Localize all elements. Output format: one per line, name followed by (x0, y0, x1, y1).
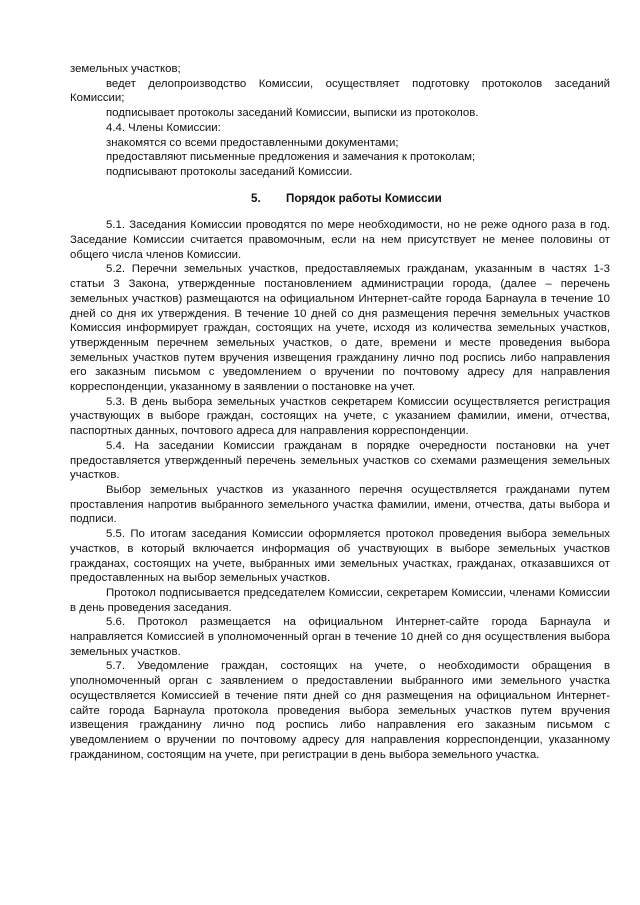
paragraph-5-4-choice: Выбор земельных участков из указанного перечня осуществляется гражданами путем проставления напротив выбранного земельного участка фамилии, имени, отчества, даты выбора и подписи. (70, 483, 610, 526)
paragraph-5-4: 5.4. На заседании Комиссии гражданам в порядке очередности постановки на учет предоставляется утвержденный перечень земельных участков со схемами размещения земельных участков. (70, 439, 610, 482)
section-number: 5. (251, 191, 261, 205)
members-item-3: подписывают протоколы заседаний Комиссии. (106, 165, 353, 178)
paragraph-5-7: 5.7. Уведомление граждан, состоящих на учете, о необходимости обращения в уполномоченный орган с заявлением о предоставлении выбранного ими земельного участка осуществляется Комиссией в течение пяти дней со дня размещения на официальном Интернет-сайте города Барнаула протокола проведения выбора земельных участков путем вручения извещения гражданину лично под роспись либо направления его заказным письмом с уведомлением о вручении по почтовому адресу для направления корреспонденции, указанному гражданином, состоящим на учете, при регистрации в день выбора земельного участка. (70, 660, 610, 761)
paragraph-secretary-records: ведет делопроизводство Комиссии, осуществляет подготовку протоколов заседаний Комиссии; (70, 77, 610, 105)
text-line: земельных участков; (70, 63, 181, 75)
paragraph-5-3: 5.3. В день выбора земельных участков секретарем Комиссии осуществляется регистрация участвующих в выборе граждан, состоящих на учете, с указанием фамилии, имени, отчества, паспортных данных, почтового адреса для направления корреспонденции. (70, 395, 610, 438)
section-heading (70, 192, 610, 207)
paragraph-5-1: 5.1. Заседания Комиссии проводятся по мере необходимости, но не реже одного раза в год. Заседание Комиссии считается правомочным, если на нем присутствует не менее половины от общего числа членов Комиссии. (70, 219, 610, 261)
paragraph-5-5-protocol: Протокол подписывается председателем Комиссии, секретарем Комиссии, членами Комиссии в день проведения заседания. (70, 586, 610, 614)
document-page (70, 62, 610, 762)
section-title: Порядок работы Комиссии (286, 191, 442, 205)
paragraph-5-2: 5.2. Перечни земельных участков, предоставляемых гражданам, указанным в частях 1-3 статьи 3 Закона, утвержденные постановлением администрации города, (далее – перечень земельных участков) размещаются на официальном Интернет-сайте города Барнаула в течение 10 дней со дня их утверждения. В течение 10 дней со дня размещения перечня земельных участков Комиссия информирует граждан, состоящих на учете, исходя из количества земельных участков, утвержденным перечнем земельных участков, о дате, времени и месте проведения выбора земельных участков путем вручения извещения гражданину лично под роспись либо направления его заказным письмом с уведомлением о вручении по почтовому адресу для направления корреспонденции, указанному в заявлении о постановке на учет. (70, 263, 610, 394)
members-item-1: знакомятся со всеми предоставленными документами; (106, 136, 399, 149)
members-heading: 4.4. Члены Комиссии: (106, 121, 221, 134)
members-item-2: предоставляют письменные предложения и замечания к протоколам; (106, 151, 476, 164)
paragraph-5-6: 5.6. Протокол размещается на официальном Интернет-сайте города Барнаула и направляется Комиссией в уполномоченный орган в течение 10 дней со дня осуществления выбора земельных участков. (70, 616, 610, 658)
paragraph-secretary-signs: подписывает протоколы заседаний Комиссии, выписки из протоколов. (106, 107, 479, 120)
paragraph-5-5: 5.5. По итогам заседания Комиссии оформляется протокол проведения выбора земельных участков, в который включается информация об участвующих в выборе земельных участков гражданах, состоящих на учете, выбранных ими земельных участках, гражданах, отказавшихся от предоставленных на выбор земельных участков. (70, 528, 610, 585)
